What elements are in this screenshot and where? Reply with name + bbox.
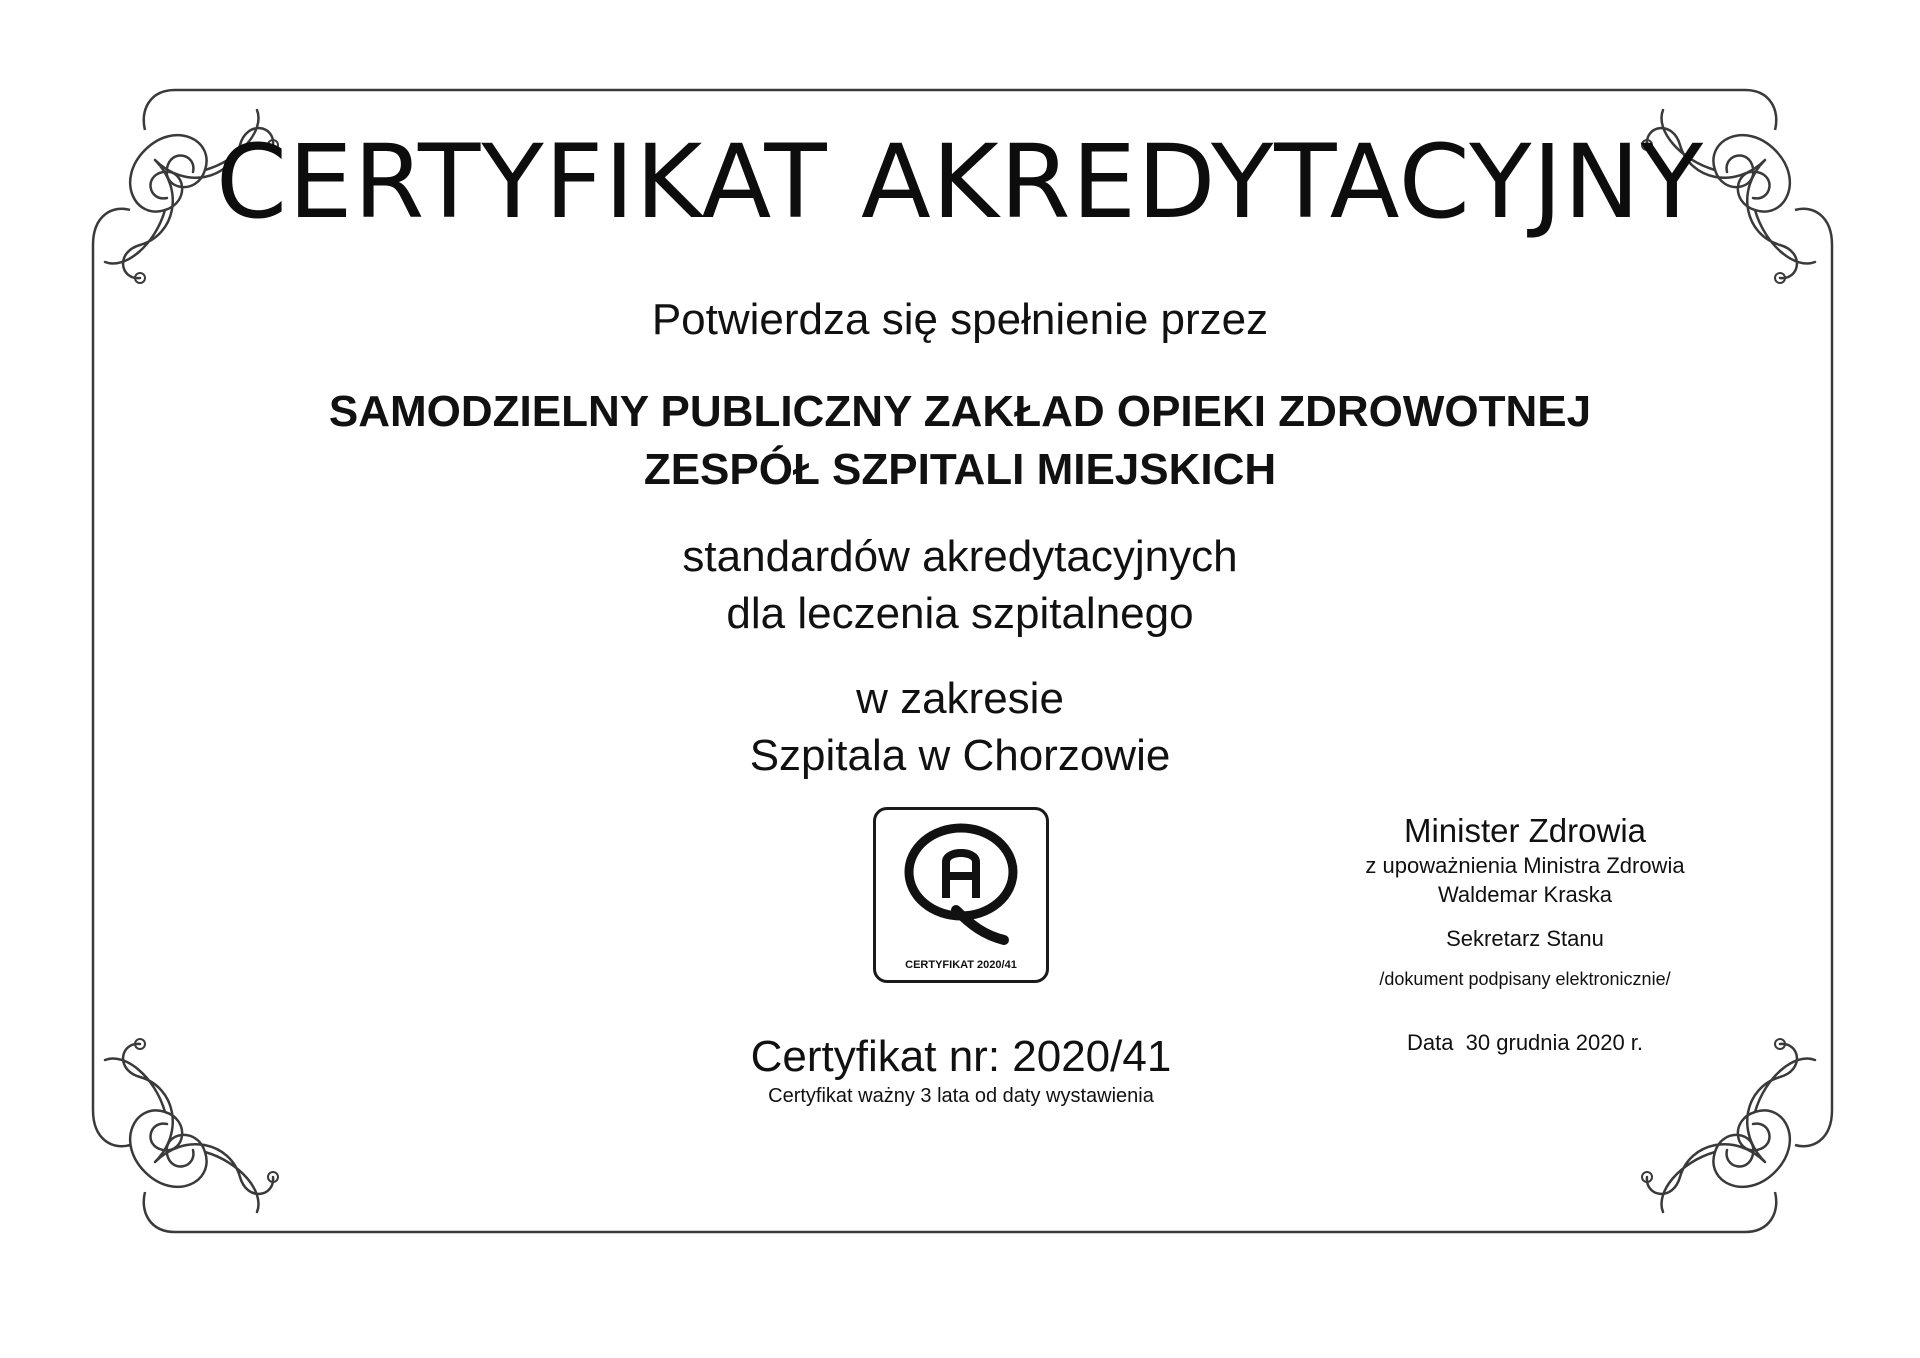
issue-date — [1245, 1032, 1805, 1054]
electronic-signature-note: /dokument podpisany elektronicznie/ — [1379, 969, 1671, 989]
certificate-number: Certyfikat nr: 2020/41 — [750, 1032, 1172, 1081]
certificate-title: CERTYFIKAT AKREDYTACYJNY — [215, 123, 1705, 242]
signatory-position: Sekretarz Stanu — [1446, 926, 1604, 951]
corner-flourish-bottom-left — [105, 1039, 278, 1212]
institution-name-line-2: ZESPÓŁ SZPITALI MIEJSKICH — [643, 445, 1277, 494]
authorization-text: z upoważnienia Ministra Zdrowia — [1365, 853, 1685, 878]
institution-name-line-1: SAMODZIELNY PUBLICZNY ZAKŁAD OPIEKI ZDROWOTNEJ — [328, 387, 1592, 436]
confirmation-text: Potwierdza się spełnienie przez — [651, 295, 1269, 344]
date-value: 30 grudnia 2020 r. — [1465, 1030, 1644, 1055]
accreditation-logo — [873, 807, 1049, 983]
scope-line-1: w zakresie — [856, 674, 1064, 723]
scope-line-2: Szpitala w Chorzowie — [749, 731, 1171, 780]
certificate-validity: Certyfikat ważny 3 lata od daty wystawienia — [768, 1085, 1154, 1107]
standards-line-2: dla leczenia szpitalnego — [726, 589, 1194, 638]
standards-line-1: standardów akredytacyjnych — [682, 532, 1238, 581]
corner-flourish-bottom-right — [1642, 1039, 1815, 1212]
signatory-name: Waldemar Kraska — [1437, 882, 1612, 907]
logo-caption: CERTYFIKAT 2020/41 — [905, 959, 1017, 971]
qa-logo-icon — [876, 810, 1046, 980]
signatory-title: Minister Zdrowia — [1403, 812, 1647, 849]
date-label: Data — [1406, 1030, 1454, 1055]
